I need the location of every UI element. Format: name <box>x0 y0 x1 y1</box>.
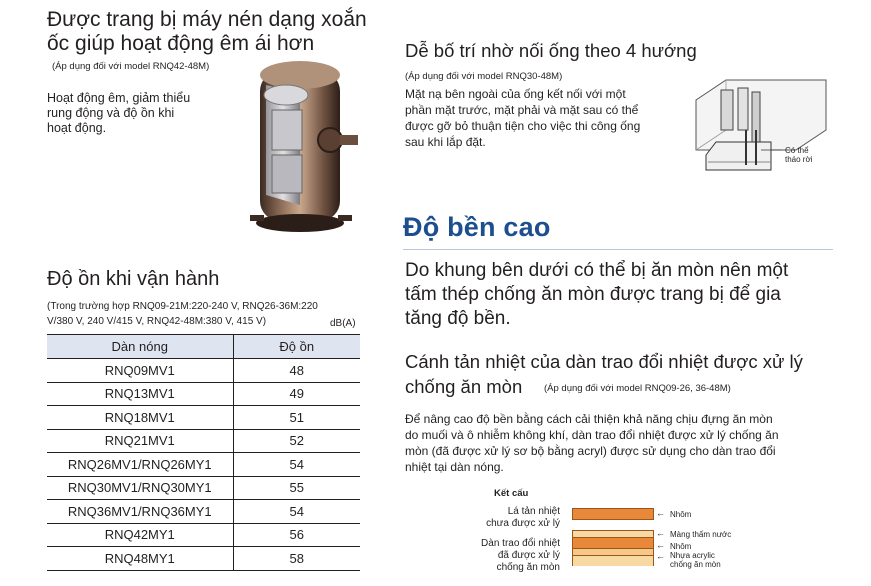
scroll-compressor-image <box>246 55 364 235</box>
fin-desc-line4: nhiệt tại dàn nóng. <box>405 460 504 474</box>
noise-cell: 49 <box>233 382 360 406</box>
arrow-icon: ← <box>656 508 665 518</box>
table-row <box>47 523 360 547</box>
table-row <box>47 453 360 477</box>
column-header-outdoor-unit: Dàn nóng <box>47 335 233 359</box>
model-cell: RNQ42MY1 <box>47 523 233 547</box>
model-cell: RNQ26MV1/RNQ26MY1 <box>47 453 233 477</box>
film-layer-bottom <box>573 556 653 566</box>
column-header-noise-level: Độ ồn <box>233 335 360 359</box>
treated-fin-label-line3: chống ăn mòn <box>496 562 560 573</box>
piping-note: (Áp dụng đối với model RNQ30-48M) <box>405 71 563 82</box>
model-cell: RNQ36MV1/RNQ36MY1 <box>47 500 233 524</box>
table-header-row <box>47 335 360 359</box>
layer-acrylic-label-line2: chống ăn mòn <box>670 560 721 569</box>
noise-cell: 58 <box>233 547 360 571</box>
noise-cell: 56 <box>233 523 360 547</box>
untreated-fin-label <box>470 506 560 530</box>
noise-condition-line2: V/380 V, 240 V/415 V, RNQ42-48M:380 V, 415 V) <box>47 316 267 327</box>
table-row <box>47 382 360 406</box>
arrow-icon: ← <box>656 540 665 550</box>
model-cell: RNQ09MV1 <box>47 359 233 383</box>
noise-cell: 51 <box>233 406 360 430</box>
compressor-note: (Áp dụng đối với model RNQ42-48M) <box>52 61 210 72</box>
fin-heading-line1: Cánh tản nhiệt của dàn trao đổi nhiệt được xử lý <box>405 351 803 372</box>
layer-film-label: Màng thấm nước <box>670 530 732 539</box>
untreated-fin-label-line2: chưa được xử lý <box>486 518 560 529</box>
noise-cell: 55 <box>233 476 360 500</box>
model-cell: RNQ48MY1 <box>47 547 233 571</box>
layer-aluminum-label: Nhôm <box>670 510 692 519</box>
treated-fin-stack <box>572 530 654 566</box>
fin-desc-line3: mòn (đã được xử lý sơ bộ bằng acryl) được sử dụng cho dàn trao đổi <box>405 444 776 458</box>
removable-callout-line2: tháo rời <box>785 155 813 164</box>
fin-desc-line1: Để nâng cao độ bền bằng cách cải thiện khả năng chịu đựng ăn mòn <box>405 412 773 426</box>
layer-acrylic-label-line1: Nhựa acrylic <box>670 551 715 560</box>
fin-note: (Áp dụng đối với model RNQ09-26, 36-48M) <box>544 383 731 394</box>
noise-cell: 48 <box>233 359 360 383</box>
model-cell: RNQ21MV1 <box>47 429 233 453</box>
table-row <box>47 547 360 571</box>
piping-desc-line2: phần mặt trước, mặt phải và mặt sau có thể <box>405 103 639 117</box>
compressor-desc-line2: rung động và độ ồn khi <box>47 106 175 120</box>
fin-desc-line2: do muối và ô nhiễm không khí, dàn trao đổi nhiệt được xử lý chống ăn <box>405 428 779 442</box>
compressor-desc-line1: Hoạt động êm, giảm thiểu <box>47 91 191 105</box>
table-row <box>47 500 360 524</box>
durability-title: Độ bền cao <box>403 212 551 242</box>
table-row <box>47 406 360 430</box>
compressor-heading-line1: Được trang bị máy nén dạng xoắn <box>47 8 367 31</box>
table-row <box>47 476 360 500</box>
noise-heading: Độ ồn khi vận hành <box>47 268 220 290</box>
layer-aluminum2-label: Nhôm <box>670 542 692 551</box>
piping-desc-line1: Mặt nạ bên ngoài của ống kết nối với một <box>405 87 626 101</box>
treated-fin-label <box>458 538 560 574</box>
piping-desc-line3: được gỡ bỏ thuận tiện cho việc thi công ống <box>405 119 641 133</box>
noise-cell: 54 <box>233 500 360 524</box>
table-row <box>47 429 360 453</box>
noise-condition-line1: (Trong trường hợp RNQ09-21M:220-240 V, RNQ26-36M:220 <box>47 301 318 312</box>
model-cell: RNQ13MV1 <box>47 382 233 406</box>
fin-heading-line2: chống ăn mòn <box>405 376 523 397</box>
durability-desc-line1: Do khung bên dưới có thể bị ăn mòn nên một <box>405 260 789 281</box>
piping-connection-image <box>686 70 836 185</box>
compressor-desc-line3: hoạt động. <box>47 121 107 135</box>
structure-title: Kết cấu <box>494 488 529 499</box>
noise-table <box>47 334 360 571</box>
noise-cell: 54 <box>233 453 360 477</box>
noise-cell: 52 <box>233 429 360 453</box>
removable-callout-line1: Có thể <box>785 146 809 155</box>
durability-desc-line2: tấm thép chống ăn mòn được trang bị để gia <box>405 284 781 305</box>
piping-heading: Dễ bố trí nhờ nối ống theo 4 hướng <box>405 40 697 61</box>
model-cell: RNQ18MV1 <box>47 406 233 430</box>
untreated-fin-label-line1: Lá tản nhiệt <box>507 506 560 517</box>
treated-fin-label-line1: Dàn trao đổi nhiệt <box>481 538 560 549</box>
table-row <box>47 359 360 383</box>
model-cell: RNQ30MV1/RNQ30MY1 <box>47 476 233 500</box>
compressor-heading-line2: ốc giúp hoạt động êm ái hơn <box>47 32 315 55</box>
arrow-icon: ← <box>656 528 665 538</box>
noise-unit: dB(A) <box>330 318 356 329</box>
durability-divider <box>403 249 833 250</box>
durability-desc-line3: tăng độ bền. <box>405 308 511 329</box>
piping-desc-line4: sau khi lắp đặt. <box>405 135 486 149</box>
arrow-icon: ← <box>656 551 665 561</box>
aluminum-layer <box>573 538 653 548</box>
treated-fin-label-line2: đã được xử lý <box>497 550 560 561</box>
untreated-fin-bar <box>572 508 654 520</box>
